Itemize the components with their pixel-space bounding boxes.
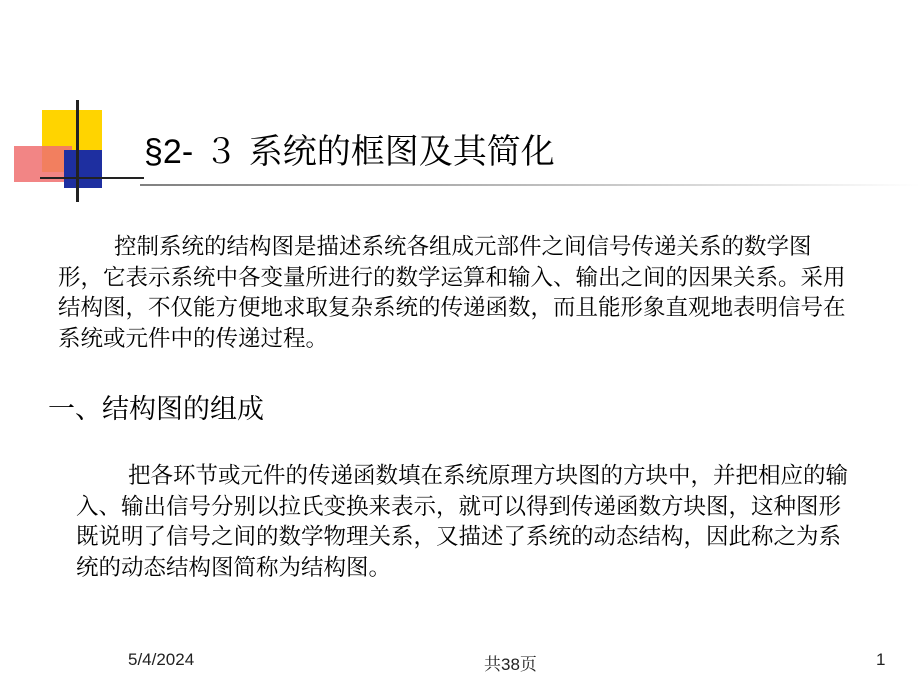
footer-page-count: 共38页	[484, 655, 537, 674]
intro-paragraph: 控制系统的结构图是描述系统各组成元部件之间信号传递关系的数学图形，它表示系统中各变量所进行的数学运算和输入、输出之间的因果关系。采用结构图，不仅能方便地求取复杂系统的传递函数，而且能形象直观地表明信号在系统或元件中的传递过程。	[58, 234, 846, 352]
decor-vertical-line	[76, 100, 79, 202]
title-number: ３	[203, 132, 238, 172]
footer-page-number: 1	[876, 650, 886, 669]
section-heading: 一、结构图的组成	[48, 394, 264, 425]
decor-horizontal-line	[40, 177, 144, 179]
footer-date: 5/4/2024	[128, 650, 195, 669]
composition-paragraph: 把各环节或元件的传递函数填在系统原理方块图的方块中，并把相应的输入、输出信号分别以拉氏变换来表示，就可以得到传递函数方块图，这种图形既说明了信号之间的数学物理关系，又描述了系统的动态结构，因此称之为系统的动态结构图简称为结构图。	[76, 463, 849, 581]
title-text: 系统的框图及其简化	[248, 132, 555, 172]
slide-title	[144, 130, 555, 174]
title-underline	[140, 184, 920, 186]
decor-blue-square	[64, 150, 102, 188]
title-prefix: §2-	[144, 133, 194, 171]
